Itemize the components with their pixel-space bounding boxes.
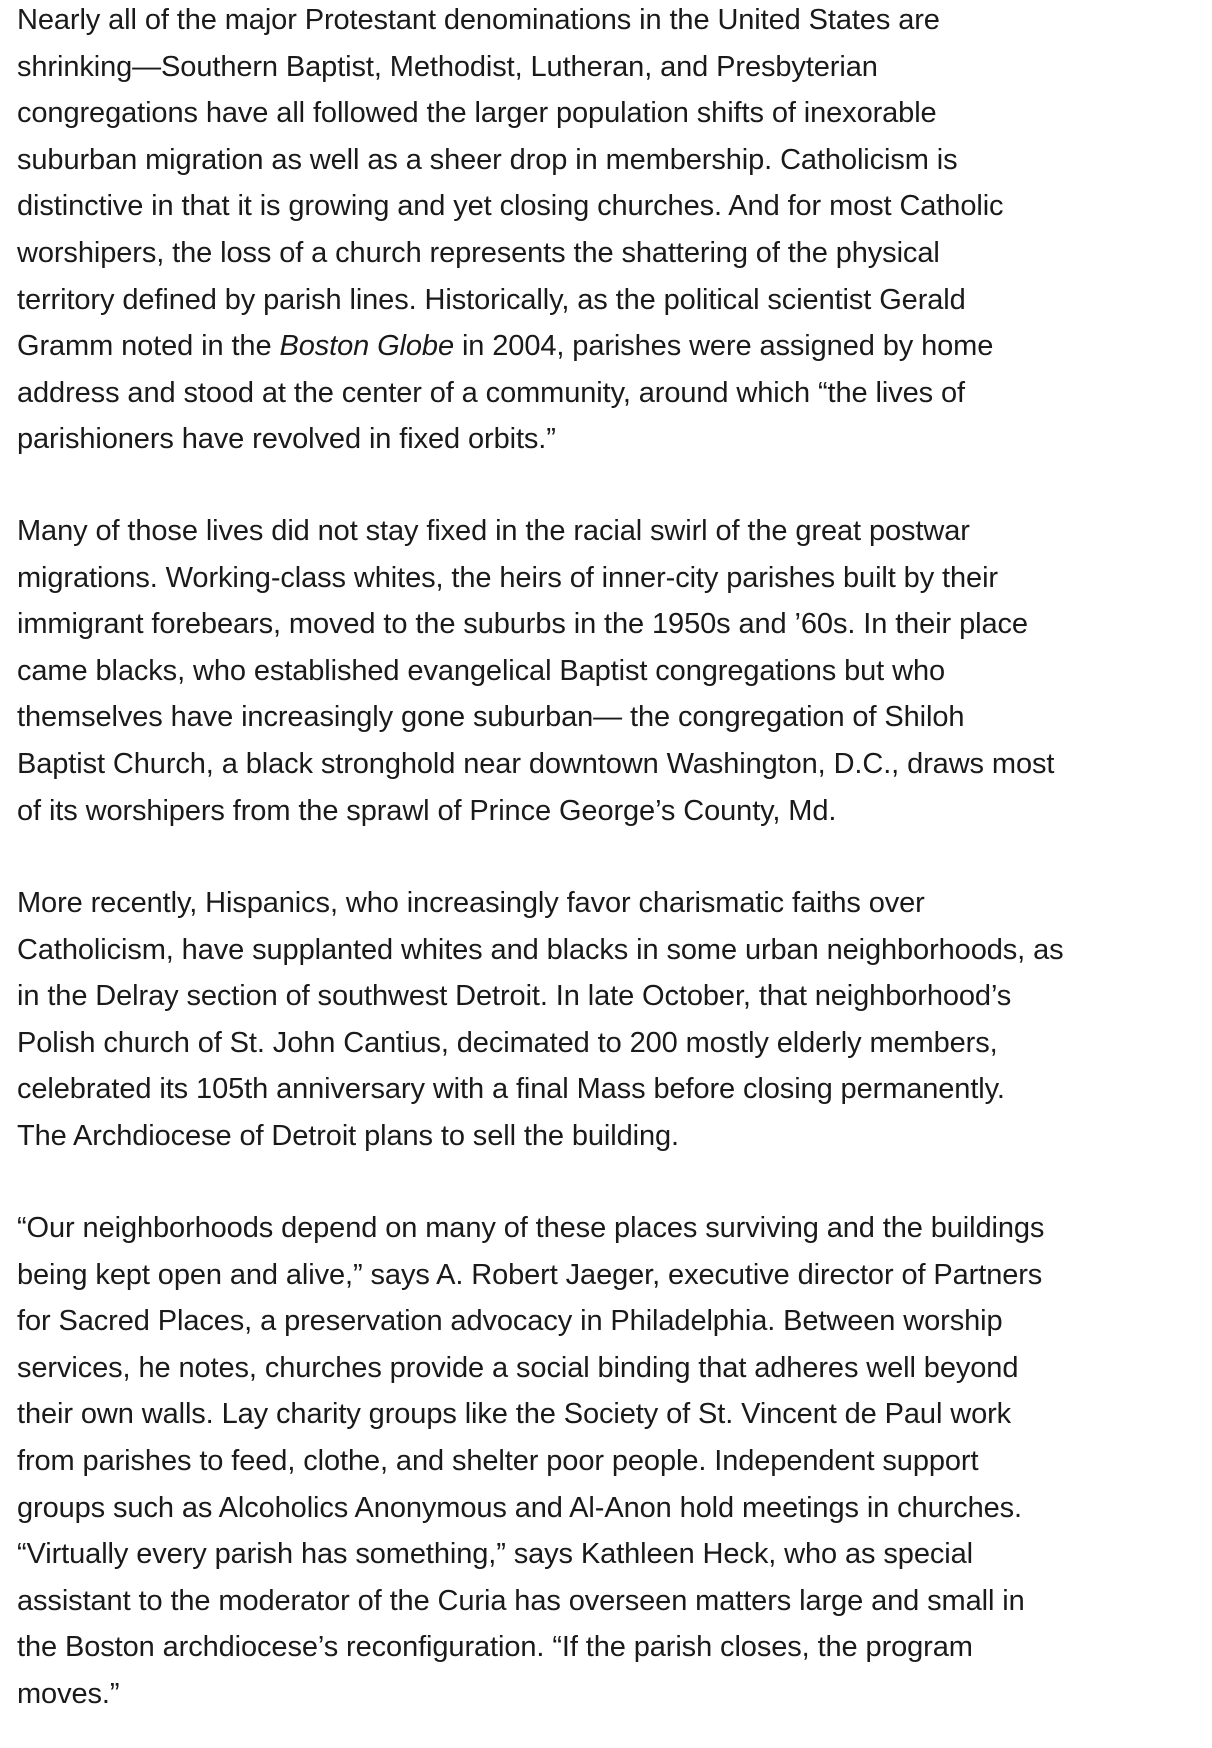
text-line: Nearly all of the major Protestant denominations in the United States are (17, 4, 940, 36)
text-segment: in 2004, parishes were assigned by home (453, 330, 994, 363)
text-line: “Virtually every parish has something,” says Kathleen Heck, who as special (17, 1538, 973, 1571)
text-line: Many of those lives did not stay fixed in the racial swirl of the great postwar (17, 515, 970, 547)
publication-name: Boston Globe (279, 330, 454, 363)
text-line: of its worshipers from the sprawl of Prince George’s County, Md. (17, 794, 837, 827)
text-line: The Archdiocese of Detroit plans to sell the building. (17, 1119, 679, 1152)
text-line: immigrant forebears, moved to the suburbs in the 1950s and ’60s. In their place (17, 608, 1028, 641)
text-line: being kept open and alive,” says A. Robert Jaeger, executive director of Partners (17, 1258, 1043, 1291)
text-line: worshipers, the loss of a church represents the shattering of the physical (17, 236, 940, 269)
text-line: moves.” (17, 1677, 120, 1710)
paragraph-4 (17, 1205, 1205, 1718)
text-line: congregations have all followed the larger population shifts of inexorable (17, 97, 937, 130)
text-line: migrations. Working-class whites, the heirs of inner-city parishes built by their (17, 561, 998, 594)
text-line: territory defined by parish lines. Historically, as the political scientist Gerald (17, 283, 966, 316)
text-line: “Our neighborhoods depend on many of these places surviving and the buildings (17, 1212, 1045, 1244)
text-line: More recently, Hispanics, who increasingly favor charismatic faiths over (17, 887, 925, 919)
text-line: for Sacred Places, a preservation advocacy in Philadelphia. Between worship (17, 1305, 1003, 1338)
text-line: address and stood at the center of a community, around which “the lives of (17, 376, 965, 409)
text-line: Polish church of St. John Cantius, decimated to 200 mostly elderly members, (17, 1026, 998, 1059)
text-line: services, he notes, churches provide a social binding that adheres well beyond (17, 1351, 1019, 1384)
text-line: from parishes to feed, clothe, and shelter poor people. Independent support (17, 1444, 979, 1477)
text-line: Catholicism, have supplanted whites and blacks in some urban neighborhoods, as (17, 933, 1064, 966)
text-line: suburban migration as well as a sheer drop in membership. Catholicism is (17, 143, 958, 176)
text-line: the Boston archdiocese’s reconfiguration. “If the parish closes, the program (17, 1631, 973, 1664)
text-line: groups such as Alcoholics Anonymous and Al-Anon hold meetings in churches. (17, 1491, 1022, 1524)
text-segment: Gramm noted in the (17, 330, 280, 363)
text-line: themselves have increasingly gone suburban— the congregation of Shiloh (17, 701, 965, 734)
text-line: assistant to the moderator of the Curia has overseen matters large and small in (17, 1584, 1025, 1617)
text-line: shrinking—Southern Baptist, Methodist, Lutheran, and Presbyterian (17, 50, 878, 83)
text-line: in the Delray section of southwest Detroit. In late October, that neighborhood’s (17, 980, 1012, 1013)
paragraph-3 (17, 880, 1205, 1160)
text-line: came blacks, who established evangelical Baptist congregations but who (17, 654, 945, 687)
paragraph-1 (17, 0, 1197, 463)
text-line: celebrated its 105th anniversary with a final Mass before closing permanently. (17, 1073, 1005, 1106)
text-line: their own walls. Lay charity groups like the Society of St. Vincent de Paul work (17, 1398, 1012, 1431)
text-line: parishioners have revolved in fixed orbits.” (17, 423, 556, 456)
text-line (17, 323, 1197, 370)
paragraph-2 (17, 508, 1205, 834)
text-line: distinctive in that it is growing and yet closing churches. And for most Catholic (17, 190, 1004, 223)
text-line: Baptist Church, a black stronghold near downtown Washington, D.C., draws most (17, 747, 1055, 780)
